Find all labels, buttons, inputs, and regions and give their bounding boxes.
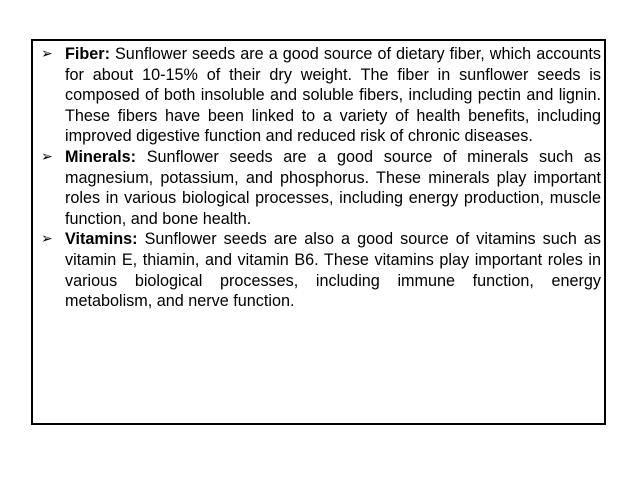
content-box: [31, 39, 606, 425]
bullet-list: [39, 44, 601, 312]
bullet-vitamins: [39, 229, 601, 311]
bullet-text: Sunflower seeds are a good source of minerals such as magnesium, potassium, and phosphorus. These minerals play important roles in various biological processes, including energy production, muscle function, and bone health.: [65, 147, 601, 228]
arrow-bullet-icon: ➢: [41, 148, 53, 165]
bullet-text: Sunflower seeds are a good source of dietary fiber, which accounts for about 10-15% of their dry weight. The fiber in sunflower seeds is composed of both insoluble and soluble fibers, including pectin and lignin. These fibers have been linked to a variety of health benefits, including improved digestive function and reduced risk of chronic diseases.: [65, 45, 601, 146]
arrow-bullet-icon: ➢: [41, 46, 53, 62]
bullet-fiber: [39, 44, 601, 147]
bullet-term: Fiber:: [65, 45, 110, 63]
bullet-minerals: [39, 147, 601, 229]
bullet-text: Sunflower seeds are also a good source of vitamins such as vitamin E, thiamin, and vitamin B6. These vitamins play important roles in various biological processes, including immune function, energy metabolism, and nerve function.: [65, 230, 601, 311]
bullet-term: Vitamins:: [65, 230, 138, 249]
arrow-bullet-icon: ➢: [41, 231, 53, 248]
bullet-term: Minerals:: [65, 147, 137, 166]
